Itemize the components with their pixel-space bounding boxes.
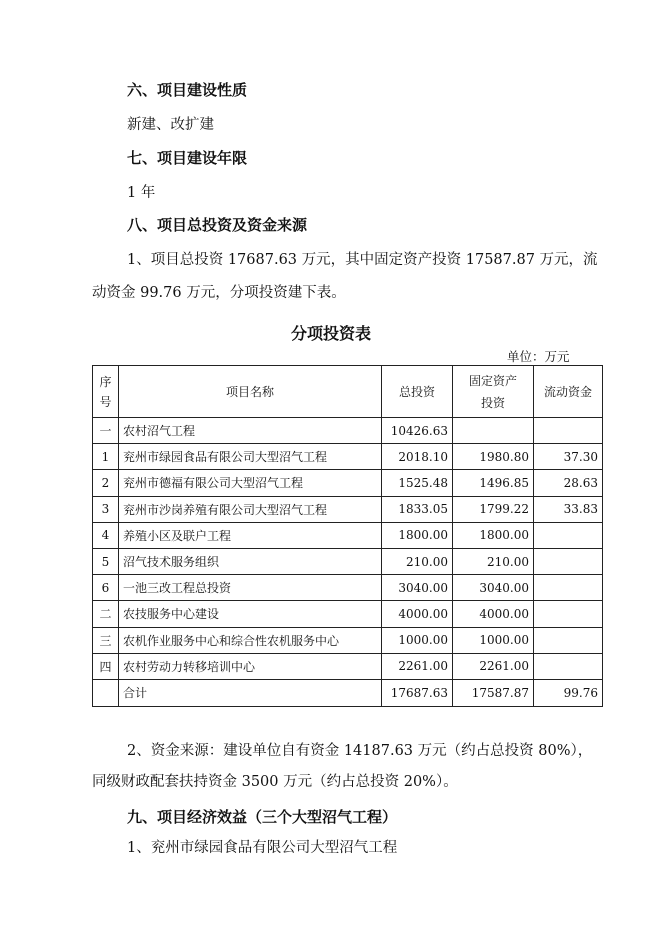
section-7-body: 1 年 bbox=[127, 185, 156, 201]
section-7-heading: 七、项目建设年限 bbox=[127, 149, 248, 167]
row-fixed: 210.00 bbox=[453, 548, 534, 574]
row-name: 养殖小区及联户工程 bbox=[119, 522, 382, 548]
row-total: 10426.63 bbox=[382, 418, 453, 444]
row-working: 28.63 bbox=[534, 470, 603, 496]
section-8-paragraph-line2: 动资金 99.76 万元，分项投资建下表。 bbox=[92, 285, 346, 301]
table-row bbox=[93, 679, 603, 706]
row-name: 一池三改工程总投资 bbox=[119, 575, 382, 601]
row-name: 兖州市沙岗养殖有限公司大型沼气工程 bbox=[119, 496, 382, 522]
row-total: 1800.00 bbox=[382, 522, 453, 548]
row-name: 兖州市德福有限公司大型沼气工程 bbox=[119, 470, 382, 496]
row-fixed: 3040.00 bbox=[453, 575, 534, 601]
header-name: 项目名称 bbox=[119, 366, 382, 418]
row-working: 99.76 bbox=[534, 679, 603, 706]
row-total: 4000.00 bbox=[382, 601, 453, 627]
row-total: 210.00 bbox=[382, 548, 453, 574]
row-fixed bbox=[453, 418, 534, 444]
row-seq: 四 bbox=[93, 653, 119, 679]
header-seq bbox=[93, 366, 119, 418]
row-name: 兖州市绿园食品有限公司大型沼气工程 bbox=[119, 444, 382, 470]
header-total: 总投资 bbox=[382, 366, 453, 418]
row-seq: 1 bbox=[93, 444, 119, 470]
row-name: 农村劳动力转移培训中心 bbox=[119, 653, 382, 679]
row-working: 37.30 bbox=[534, 444, 603, 470]
row-total: 1833.05 bbox=[382, 496, 453, 522]
header-seq-line1: 序 bbox=[99, 374, 112, 389]
table-row bbox=[93, 601, 603, 627]
row-name: 沼气技术服务组织 bbox=[119, 548, 382, 574]
row-name: 农技服务中心建设 bbox=[119, 601, 382, 627]
header-working: 流动资金 bbox=[534, 366, 603, 418]
table-row bbox=[93, 653, 603, 679]
row-seq: 三 bbox=[93, 627, 119, 653]
row-fixed: 1800.00 bbox=[453, 522, 534, 548]
row-total: 2261.00 bbox=[382, 653, 453, 679]
table-row bbox=[93, 470, 603, 496]
row-fixed: 1980.80 bbox=[453, 444, 534, 470]
funding-source-line1: 2、资金来源：建设单位自有资金 14187.63 万元（约占总投资 80%）， bbox=[127, 743, 593, 759]
header-fixed-line2: 投资 bbox=[480, 395, 505, 410]
row-working bbox=[534, 522, 603, 548]
table-header-row bbox=[93, 366, 603, 418]
row-seq: 二 bbox=[93, 601, 119, 627]
section-6-body: 新建、改扩建 bbox=[127, 117, 214, 133]
row-total: 2018.10 bbox=[382, 444, 453, 470]
row-working bbox=[534, 627, 603, 653]
section-9-heading: 九、项目经济效益（三个大型沼气工程） bbox=[127, 808, 398, 826]
section-8-heading: 八、项目总投资及资金来源 bbox=[127, 216, 308, 234]
row-fixed: 1496.85 bbox=[453, 470, 534, 496]
row-total: 1000.00 bbox=[382, 627, 453, 653]
table-title: 分项投资表 bbox=[290, 324, 371, 343]
row-working bbox=[534, 548, 603, 574]
header-fixed bbox=[453, 366, 534, 418]
table-row bbox=[93, 444, 603, 470]
table-row bbox=[93, 418, 603, 444]
row-working bbox=[534, 575, 603, 601]
header-fixed-line1: 固定资产 bbox=[468, 373, 517, 388]
row-working bbox=[534, 601, 603, 627]
investment-table bbox=[92, 365, 603, 707]
row-fixed: 1000.00 bbox=[453, 627, 534, 653]
row-name: 合计 bbox=[119, 679, 382, 706]
row-name: 农村沼气工程 bbox=[119, 418, 382, 444]
table-row bbox=[93, 627, 603, 653]
row-seq: 2 bbox=[93, 470, 119, 496]
table-row bbox=[93, 496, 603, 522]
table-row bbox=[93, 575, 603, 601]
section-9-subheading: 1、兖州市绿园食品有限公司大型沼气工程 bbox=[127, 840, 398, 856]
row-seq: 一 bbox=[93, 418, 119, 444]
row-fixed: 1799.22 bbox=[453, 496, 534, 522]
header-seq-line2: 号 bbox=[99, 394, 112, 409]
section-6-heading: 六、项目建设性质 bbox=[127, 81, 248, 99]
row-seq: 6 bbox=[93, 575, 119, 601]
table-row bbox=[93, 548, 603, 574]
row-total: 17687.63 bbox=[382, 679, 453, 706]
row-seq bbox=[93, 679, 119, 706]
section-8-paragraph-line1: 1、项目总投资 17687.63 万元，其中固定资产投资 17587.87 万元，流 bbox=[127, 252, 598, 268]
table-row bbox=[93, 522, 603, 548]
row-fixed: 2261.00 bbox=[453, 653, 534, 679]
table-unit: 单位：万元 bbox=[507, 349, 570, 364]
row-seq: 4 bbox=[93, 522, 119, 548]
row-fixed: 17587.87 bbox=[453, 679, 534, 706]
row-fixed: 4000.00 bbox=[453, 601, 534, 627]
row-seq: 3 bbox=[93, 496, 119, 522]
funding-source-line2: 同级财政配套扶持资金 3500 万元（约占总投资 20%）。 bbox=[92, 774, 458, 790]
row-name: 农机作业服务中心和综合性农机服务中心 bbox=[119, 627, 382, 653]
row-total: 3040.00 bbox=[382, 575, 453, 601]
row-working: 33.83 bbox=[534, 496, 603, 522]
row-seq: 5 bbox=[93, 548, 119, 574]
row-working bbox=[534, 418, 603, 444]
row-total: 1525.48 bbox=[382, 470, 453, 496]
row-working bbox=[534, 653, 603, 679]
